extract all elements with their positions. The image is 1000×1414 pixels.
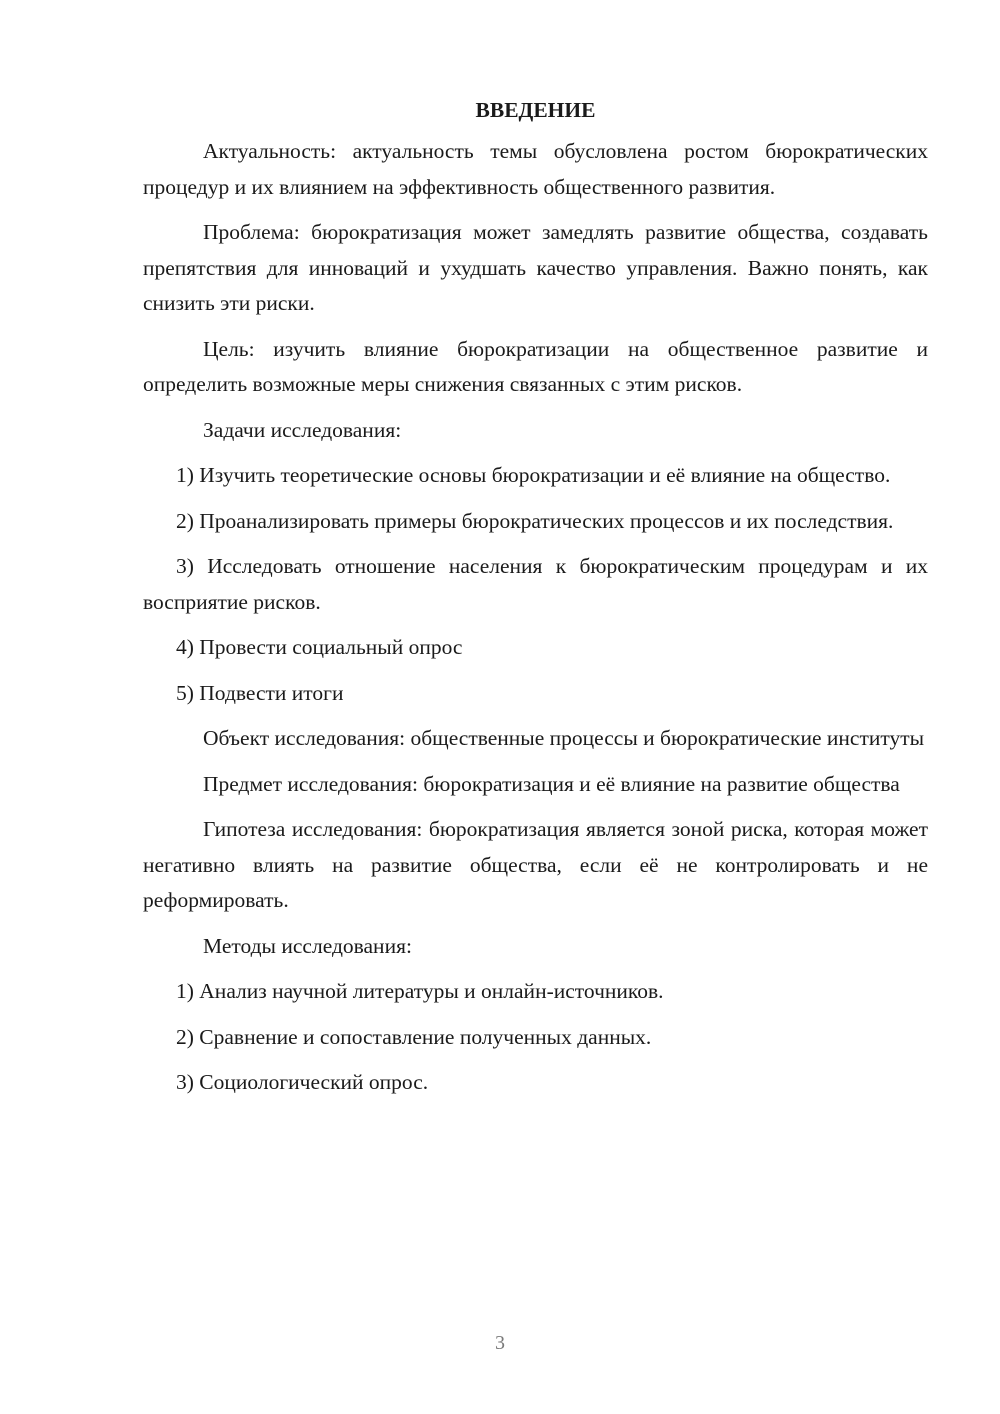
tasks-heading: Задачи исследования: (203, 417, 402, 442)
task-item: 4) Провести социальный опрос (176, 635, 463, 659)
section-title: ВВЕДЕНИЕ (475, 98, 596, 122)
task-item: 2) Проанализировать примеры бюрократических процессов и их последствия. (176, 508, 894, 533)
relevance-paragraph: Актуальность: актуальность темы обусловлена ростом бюрократических процедур и их влиянием на эффективность общественного развития. (143, 139, 928, 199)
problem-paragraph: Проблема: бюрократизация может замедлять развитие общества, создавать препятствия для инноваций и ухудшать качество управления. Важно понять, как снизить эти риски. (143, 220, 928, 315)
task-item: 3) Исследовать отношение населения к бюрократическим процедурам и их восприятие рисков. (143, 554, 928, 614)
method-item: 1) Анализ научной литературы и онлайн-источников. (176, 979, 664, 1003)
subject-paragraph: Предмет исследования: бюрократизация и её влияние на развитие общества (203, 771, 900, 796)
object-paragraph: Объект исследования: общественные процессы и бюрократические институты (203, 726, 925, 750)
methods-heading: Методы исследования: (203, 933, 412, 958)
page-number: 3 (495, 1332, 505, 1354)
method-item: 3) Социологический опрос. (176, 1070, 429, 1094)
goal-paragraph: Цель: изучить влияние бюрократизации на общественное развитие и определить возможные меры снижения связанных с этим рисков. (143, 336, 928, 396)
task-item: 1) Изучить теоретические основы бюрократизации и её влияние на общество. (176, 463, 891, 487)
task-item: 5) Подвести итоги (176, 680, 344, 705)
method-item: 2) Сравнение и сопоставление полученных данных. (176, 1024, 652, 1049)
hypothesis-paragraph: Гипотеза исследования: бюрократизация является зоной риска, которая может негативно влиять на развитие общества, если её не контролировать и не реформировать. (143, 817, 928, 912)
document-page (143, 92, 928, 1111)
